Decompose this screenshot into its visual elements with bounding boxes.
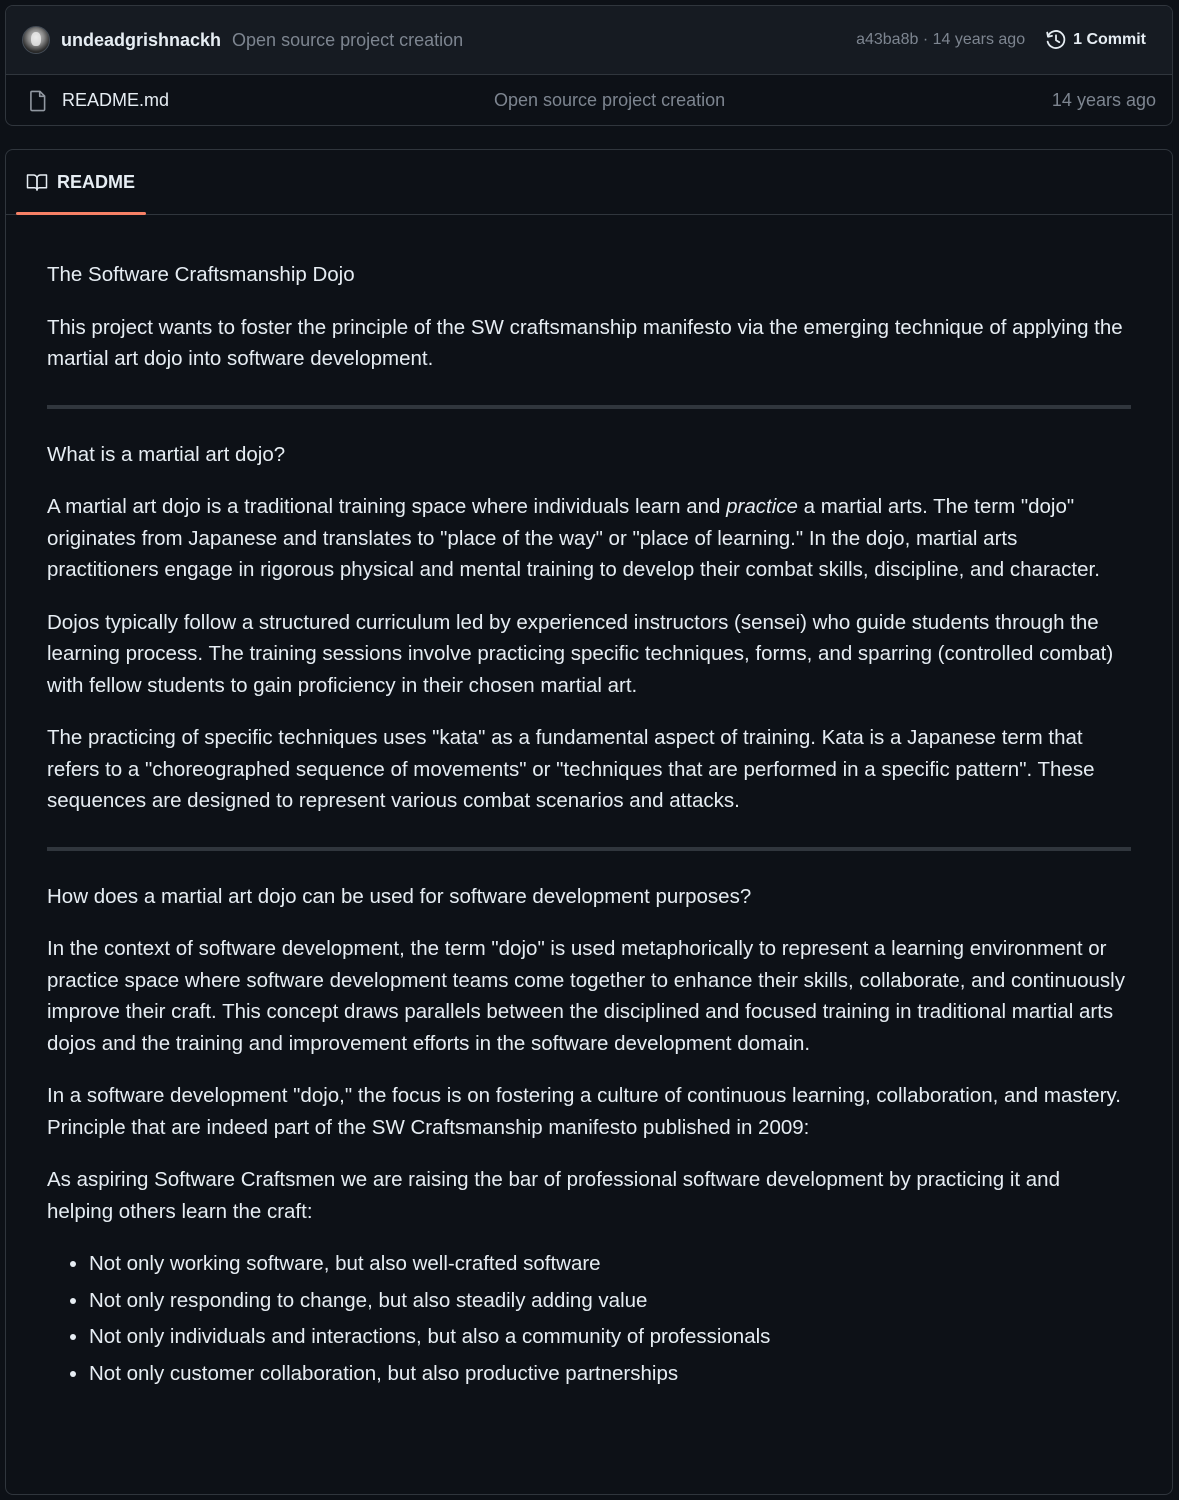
file-listing-box	[5, 5, 1173, 126]
readme-tab-bar	[6, 150, 1172, 215]
tab-readme[interactable]	[16, 150, 146, 214]
commit-message-link[interactable]: Open source project creation	[232, 29, 464, 50]
commits-count-label: 1 Commit	[1073, 31, 1146, 48]
readme-intro: This project wants to foster the principle of the SW craftsmanship manifesto via the emerging technique of applying the martial art dojo into software development.	[47, 315, 1123, 370]
paragraph-continuous-learning: In a software development "dojo," the focus is on fostering a culture of continuous learning, collaboration, and mastery. Principle that are indeed part of the SW Craftsmanship manifesto published in 2009:	[47, 1084, 1121, 1139]
section-question-2: How does a martial art dojo can be used for software development purposes?	[47, 884, 752, 908]
list-item: • Not only individuals and interactions, but also a community of professionals	[89, 1321, 1131, 1353]
avatar[interactable]	[22, 26, 50, 54]
manifesto-list	[47, 1248, 1131, 1389]
section-question-1: What is a martial art dojo?	[47, 442, 286, 466]
file-icon	[28, 90, 48, 112]
p1-text-after: a martial arts. The term "dojo" originates from Japanese and translates to "place of the way" or "place of learning." In the dojo, martial arts practitioners engage in rigorous physical and mental training to develop their combat skills, discipline, and character.	[47, 495, 1100, 581]
commits-history-link[interactable]	[1045, 29, 1146, 51]
file-row[interactable]	[6, 75, 1172, 126]
paragraph-dojo-definition	[47, 491, 1131, 586]
readme-title: The Software Craftsmanship Dojo	[47, 263, 355, 286]
readme-box	[5, 149, 1173, 1495]
paragraph-kata: The practicing of specific techniques uses "kata" as a fundamental aspect of training. Kata is a Japanese term that refers to a "choreographed sequence of movements" or "techniques that are performed in a specific pattern". These sequences are designed to represent various combat scenarios and attacks.	[47, 726, 1095, 812]
tab-readme-label: README	[57, 171, 136, 192]
file-name-link[interactable]: README.md	[62, 90, 170, 110]
divider	[47, 405, 1131, 409]
paragraph-dojo-curriculum: Dojos typically follow a structured curriculum led by experienced instructors (sensei) who guide students through the learning process. The training sessions involve practicing specific techniques, forms, and sparring (controlled combat) with fellow students to gain proficiency in their chosen martial art.	[47, 610, 1114, 697]
p1-text-before: A martial art dojo is a traditional training space where individuals learn and	[47, 495, 727, 518]
file-commit-message-link[interactable]: Open source project creation	[494, 90, 726, 110]
list-item: • Not only working software, but also well-crafted software	[89, 1248, 1131, 1280]
book-icon	[26, 172, 48, 192]
file-commit-date: 14 years ago	[1051, 90, 1156, 110]
commit-hash-date[interactable]: a43ba8b · 14 years ago	[856, 31, 1026, 48]
p1-emphasis: practice	[726, 495, 798, 518]
latest-commit-row	[6, 6, 1172, 75]
paragraph-software-dojo: In the context of software development, the term "dojo" is used metaphorically to represent a learning environment or practice space where software development teams come together to enhance their skills, collaborate, and continuously improve their craft. This concept draws parallels between the disciplined and focused training in traditional martial arts dojos and the training and improvement efforts in the software development domain.	[47, 937, 1125, 1055]
list-item: • Not only responding to change, but also steadily adding value	[89, 1285, 1131, 1317]
commit-author-link[interactable]: undeadgrishnackh	[61, 29, 222, 50]
list-item: • Not only customer collaboration, but also productive partnerships	[89, 1358, 1131, 1390]
divider	[47, 847, 1131, 851]
readme-content	[6, 215, 1172, 1389]
paragraph-manifesto-intro: As aspiring Software Craftsmen we are raising the bar of professional software development by practicing it and helping others learn the craft:	[47, 1168, 1060, 1223]
history-icon	[1045, 29, 1067, 51]
